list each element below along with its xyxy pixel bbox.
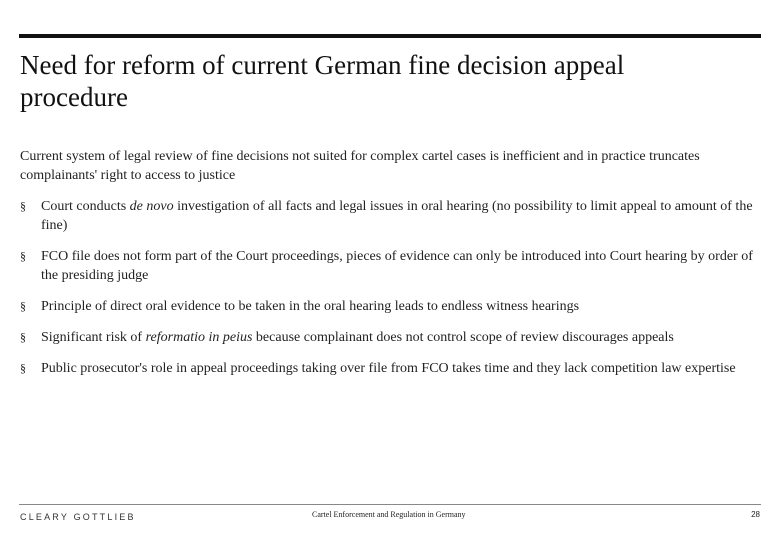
section-sign-icon: §: [20, 361, 26, 375]
bullet-emphasis: de novo: [129, 199, 174, 214]
footer-rule: [19, 504, 761, 505]
intro-paragraph: Current system of legal review of fine decisions not suited for complex cartel cases is inefficient and in practice truncates complainants' right to access to justice: [20, 149, 700, 183]
page-number: 28: [751, 510, 760, 519]
bullet-text: Significant risk of: [41, 330, 146, 345]
bullet-item: [20, 247, 760, 285]
footer-caption: Cartel Enforcement and Regulation in Germany: [312, 510, 466, 519]
section-sign-icon: §: [20, 249, 26, 263]
bullet-text: Court conducts: [41, 199, 130, 214]
bullet-text: because complainant does not control scope of review discourages appeals: [252, 330, 674, 345]
bullet-emphasis: reformatio in peius: [145, 330, 253, 345]
bullet-item: [20, 359, 760, 378]
bullet-text: investigation of all facts and legal issues in oral hearing (no possibility to limit appeal to amount of the fine): [41, 199, 753, 233]
bullet-item: [20, 328, 760, 347]
bullet-item: [20, 197, 760, 235]
slide-title: Need for reform of current German fine decision appeal procedure: [20, 50, 625, 112]
bullet-text: Public prosecutor's role in appeal proceedings taking over file from FCO takes time and they lack competition law expertise: [41, 361, 736, 376]
section-sign-icon: §: [20, 199, 26, 213]
section-sign-icon: §: [20, 299, 26, 313]
top-rule: [19, 34, 761, 38]
company-logo: CLEARY GOTTLIEB: [20, 512, 136, 522]
bullet-text: FCO file does not form part of the Court proceedings, pieces of evidence can only be introduced into Court hearing by order of the presiding judge: [41, 249, 753, 283]
bullet-list: [20, 197, 760, 390]
bullet-text: Principle of direct oral evidence to be taken in the oral hearing leads to endless witness hearings: [41, 299, 580, 314]
bullet-item: [20, 297, 760, 316]
section-sign-icon: §: [20, 330, 26, 344]
